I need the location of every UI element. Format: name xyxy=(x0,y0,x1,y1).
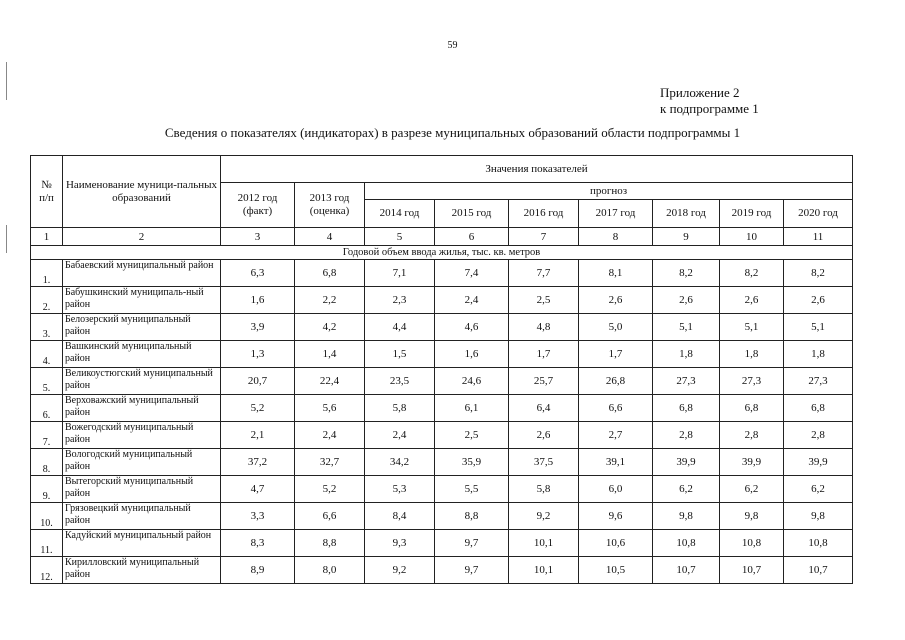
indicator-value: 2,4 xyxy=(435,287,509,314)
indicator-value: 10,5 xyxy=(579,557,653,584)
indicator-value: 2,7 xyxy=(579,422,653,449)
table-row xyxy=(31,422,853,449)
indicator-value: 6,8 xyxy=(653,395,720,422)
indicator-value: 1,4 xyxy=(295,341,365,368)
indicator-value: 6,8 xyxy=(784,395,853,422)
column-number: 7 xyxy=(509,228,579,246)
column-number: 5 xyxy=(365,228,435,246)
indicator-value: 7,4 xyxy=(435,260,509,287)
indicator-value: 10,7 xyxy=(720,557,784,584)
indicator-value: 27,3 xyxy=(784,368,853,395)
indicator-value: 39,1 xyxy=(579,449,653,476)
column-number: 1 xyxy=(31,228,63,246)
indicator-value: 10,1 xyxy=(509,557,579,584)
column-number: 11 xyxy=(784,228,853,246)
district-name: Бабушкинский муниципаль-ный район xyxy=(63,287,221,314)
table-row xyxy=(31,341,853,368)
indicator-value: 10,7 xyxy=(784,557,853,584)
indicator-value: 10,8 xyxy=(720,530,784,557)
row-number: 8. xyxy=(31,449,63,476)
indicator-value: 37,2 xyxy=(221,449,295,476)
header-number-line-2: п/п xyxy=(39,191,54,204)
indicator-value: 1,8 xyxy=(784,341,853,368)
table-row xyxy=(31,395,853,422)
row-number: 7. xyxy=(31,422,63,449)
district-name: Грязовецкий муниципальный район xyxy=(63,503,221,530)
indicator-value: 1,3 xyxy=(221,341,295,368)
indicator-value: 6,6 xyxy=(579,395,653,422)
indicator-value: 6,0 xyxy=(579,476,653,503)
indicator-value: 2,8 xyxy=(720,422,784,449)
district-name: Кадуйский муниципальный район xyxy=(63,530,221,557)
header-forecast-year: 2019 год xyxy=(720,200,784,228)
indicator-value: 9,7 xyxy=(435,530,509,557)
column-number: 3 xyxy=(221,228,295,246)
indicator-value: 1,6 xyxy=(435,341,509,368)
indicator-value: 20,7 xyxy=(221,368,295,395)
indicator-value: 9,3 xyxy=(365,530,435,557)
page-number: 59 xyxy=(447,40,458,51)
indicator-value: 1,8 xyxy=(720,341,784,368)
indicator-value: 9,8 xyxy=(784,503,853,530)
table-row xyxy=(31,287,853,314)
indicator-value: 6,2 xyxy=(784,476,853,503)
table-row xyxy=(31,449,853,476)
indicator-value: 32,7 xyxy=(295,449,365,476)
section-title: Годовой объем ввода жилья, тыс. кв. метров xyxy=(31,246,853,260)
header-2012: 2012 год (факт) xyxy=(221,183,295,228)
indicator-value: 8,2 xyxy=(720,260,784,287)
indicator-value: 23,5 xyxy=(365,368,435,395)
indicator-value: 34,2 xyxy=(365,449,435,476)
indicator-value: 35,9 xyxy=(435,449,509,476)
indicator-value: 6,4 xyxy=(509,395,579,422)
row-number: 1. xyxy=(31,260,63,287)
district-name: Вытегорский муниципальный район xyxy=(63,476,221,503)
header-forecast: прогноз xyxy=(365,183,853,200)
indicator-value: 5,1 xyxy=(720,314,784,341)
row-number: 10. xyxy=(31,503,63,530)
indicator-value: 8,3 xyxy=(221,530,295,557)
indicator-value: 9,8 xyxy=(720,503,784,530)
header-forecast-year: 2016 год xyxy=(509,200,579,228)
indicator-value: 10,8 xyxy=(784,530,853,557)
indicator-value: 5,8 xyxy=(365,395,435,422)
indicator-value: 25,7 xyxy=(509,368,579,395)
indicator-value: 5,3 xyxy=(365,476,435,503)
indicator-value: 26,8 xyxy=(579,368,653,395)
appendix-reference xyxy=(660,85,759,117)
indicator-value: 8,8 xyxy=(435,503,509,530)
indicator-value: 2,4 xyxy=(365,422,435,449)
indicator-value: 39,9 xyxy=(653,449,720,476)
indicator-value: 5,6 xyxy=(295,395,365,422)
indicator-value: 39,9 xyxy=(784,449,853,476)
table-row xyxy=(31,314,853,341)
indicator-value: 2,2 xyxy=(295,287,365,314)
indicator-value: 22,4 xyxy=(295,368,365,395)
indicator-value: 6,6 xyxy=(295,503,365,530)
indicator-value: 2,6 xyxy=(579,287,653,314)
indicator-value: 2,3 xyxy=(365,287,435,314)
header-values-group: Значения показателей xyxy=(221,156,853,183)
district-name: Бабаевский муниципальный район xyxy=(63,260,221,287)
indicator-value: 1,6 xyxy=(221,287,295,314)
indicator-value: 8,8 xyxy=(295,530,365,557)
row-number: 6. xyxy=(31,395,63,422)
indicator-value: 6,8 xyxy=(720,395,784,422)
row-number: 2. xyxy=(31,287,63,314)
indicator-value: 6,2 xyxy=(653,476,720,503)
indicator-value: 9,8 xyxy=(653,503,720,530)
indicators-table xyxy=(30,155,853,584)
column-number: 6 xyxy=(435,228,509,246)
table-row xyxy=(31,260,853,287)
margin-mark xyxy=(6,62,7,100)
header-number-line-1: № xyxy=(41,178,52,191)
row-number: 12. xyxy=(31,557,63,584)
indicator-value: 2,1 xyxy=(221,422,295,449)
indicator-value: 39,9 xyxy=(720,449,784,476)
row-number: 5. xyxy=(31,368,63,395)
indicator-value: 10,6 xyxy=(579,530,653,557)
indicator-value: 5,0 xyxy=(579,314,653,341)
table-row xyxy=(31,503,853,530)
indicator-value: 8,0 xyxy=(295,557,365,584)
indicator-value: 7,1 xyxy=(365,260,435,287)
indicator-value: 1,7 xyxy=(579,341,653,368)
district-name: Великоустюгский муниципальный район xyxy=(63,368,221,395)
indicator-value: 2,6 xyxy=(784,287,853,314)
indicator-value: 3,3 xyxy=(221,503,295,530)
header-forecast-year: 2018 год xyxy=(653,200,720,228)
header-forecast-year: 2014 год xyxy=(365,200,435,228)
indicator-value: 5,1 xyxy=(653,314,720,341)
indicator-value: 6,2 xyxy=(720,476,784,503)
district-name: Кирилловский муниципальный район xyxy=(63,557,221,584)
document-title: Сведения о показателях (индикаторах) в разрезе муниципальных образований области подпрограммы 1 xyxy=(164,125,741,140)
indicator-value: 8,2 xyxy=(653,260,720,287)
indicator-value: 2,8 xyxy=(784,422,853,449)
indicator-value: 37,5 xyxy=(509,449,579,476)
indicator-value: 1,8 xyxy=(653,341,720,368)
indicator-value: 2,6 xyxy=(653,287,720,314)
table-row xyxy=(31,557,853,584)
margin-mark xyxy=(6,225,7,253)
header-2013: 2013 год (оценка) xyxy=(295,183,365,228)
indicator-value: 5,5 xyxy=(435,476,509,503)
indicator-value: 1,7 xyxy=(509,341,579,368)
table-row xyxy=(31,476,853,503)
indicator-value: 27,3 xyxy=(720,368,784,395)
indicator-value: 8,9 xyxy=(221,557,295,584)
row-number: 3. xyxy=(31,314,63,341)
row-number: 4. xyxy=(31,341,63,368)
indicator-value: 6,3 xyxy=(221,260,295,287)
header-number xyxy=(31,156,63,228)
indicator-value: 2,4 xyxy=(295,422,365,449)
indicator-value: 9,7 xyxy=(435,557,509,584)
column-number: 10 xyxy=(720,228,784,246)
indicator-value: 10,1 xyxy=(509,530,579,557)
header-forecast-year: 2015 год xyxy=(435,200,509,228)
indicator-value: 9,2 xyxy=(509,503,579,530)
district-name: Вашкинский муниципальный район xyxy=(63,341,221,368)
indicator-value: 6,1 xyxy=(435,395,509,422)
column-number: 9 xyxy=(653,228,720,246)
appendix-line-1: Приложение 2 xyxy=(660,85,740,100)
indicator-value: 4,2 xyxy=(295,314,365,341)
indicator-value: 10,7 xyxy=(653,557,720,584)
row-number: 11. xyxy=(31,530,63,557)
indicator-value: 10,8 xyxy=(653,530,720,557)
indicator-value: 8,4 xyxy=(365,503,435,530)
district-name: Верховажский муниципальный район xyxy=(63,395,221,422)
header-name: Наименование муници-пальных образований xyxy=(63,156,221,228)
indicator-value: 2,5 xyxy=(509,287,579,314)
indicator-value: 9,6 xyxy=(579,503,653,530)
header-forecast-year: 2017 год xyxy=(579,200,653,228)
district-name: Белозерский муниципальный район xyxy=(63,314,221,341)
indicator-value: 4,6 xyxy=(435,314,509,341)
indicator-value: 8,2 xyxy=(784,260,853,287)
indicator-value: 24,6 xyxy=(435,368,509,395)
indicator-value: 3,9 xyxy=(221,314,295,341)
indicator-value: 5,8 xyxy=(509,476,579,503)
district-name: Вожегодский муниципальный район xyxy=(63,422,221,449)
indicator-value: 6,8 xyxy=(295,260,365,287)
column-number: 8 xyxy=(579,228,653,246)
indicator-value: 2,8 xyxy=(653,422,720,449)
row-number: 9. xyxy=(31,476,63,503)
indicator-value: 8,1 xyxy=(579,260,653,287)
indicator-value: 5,2 xyxy=(295,476,365,503)
column-number: 2 xyxy=(63,228,221,246)
indicator-value: 2,6 xyxy=(720,287,784,314)
indicator-value: 5,2 xyxy=(221,395,295,422)
indicator-value: 27,3 xyxy=(653,368,720,395)
district-name: Вологодский муниципальный район xyxy=(63,449,221,476)
indicator-value: 2,5 xyxy=(435,422,509,449)
indicator-value: 5,1 xyxy=(784,314,853,341)
indicator-value: 4,7 xyxy=(221,476,295,503)
table-row xyxy=(31,368,853,395)
appendix-line-2: к подпрограмме 1 xyxy=(660,101,759,116)
header-forecast-year: 2020 год xyxy=(784,200,853,228)
indicator-value: 4,4 xyxy=(365,314,435,341)
indicator-value: 1,5 xyxy=(365,341,435,368)
indicator-value: 4,8 xyxy=(509,314,579,341)
indicator-value: 9,2 xyxy=(365,557,435,584)
column-number: 4 xyxy=(295,228,365,246)
indicator-value: 2,6 xyxy=(509,422,579,449)
table-row xyxy=(31,530,853,557)
indicator-value: 7,7 xyxy=(509,260,579,287)
